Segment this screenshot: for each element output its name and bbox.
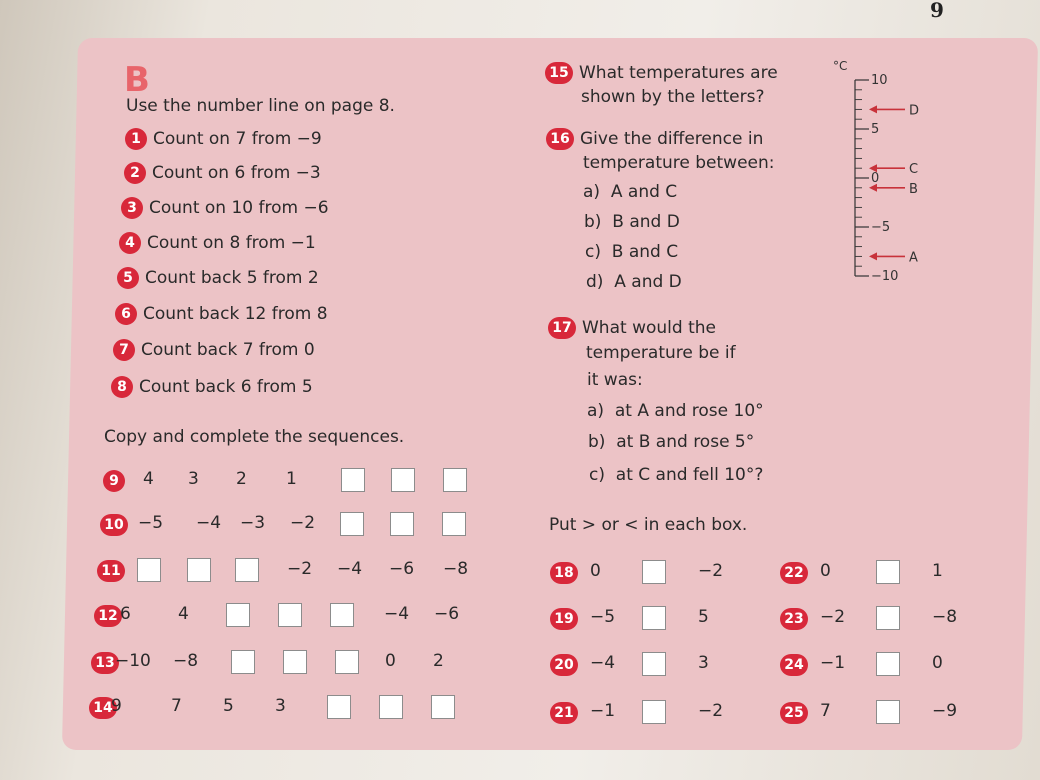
compare-right-value: −9 <box>932 701 958 721</box>
question-16-line2: temperature between: <box>583 153 775 173</box>
question-text: Give the difference in <box>580 129 764 149</box>
question-number: 20 <box>550 654 578 676</box>
answer-box[interactable] <box>443 468 467 492</box>
answer-box[interactable] <box>330 603 354 627</box>
sequence-value: 3 <box>275 696 286 716</box>
question-number: 4 <box>119 232 141 254</box>
sequence-value: 6 <box>120 604 131 624</box>
question-number: 17 <box>548 317 576 339</box>
sequence-number: 9 <box>103 470 125 492</box>
compare-left-value: 0 <box>590 561 601 581</box>
q16-part-a <box>583 182 677 202</box>
question-number: 2 <box>124 162 146 184</box>
question-1 <box>125 128 322 150</box>
question-number: 1 <box>125 128 147 150</box>
question-number: 23 <box>780 608 808 630</box>
part-label: a) <box>587 401 605 421</box>
compare-left-value: −1 <box>590 701 616 721</box>
answer-box[interactable] <box>390 512 414 536</box>
compare-answer-box[interactable] <box>876 560 900 584</box>
question-number: 19 <box>550 608 578 630</box>
part-text: A and D <box>614 272 682 292</box>
compare-answer-box[interactable] <box>642 560 666 584</box>
compare-right-value: 1 <box>932 561 943 581</box>
q17-part-c <box>589 465 763 485</box>
sequence-value: −6 <box>434 604 460 624</box>
question-text: Count back 12 from 8 <box>143 304 328 324</box>
sequence-number: 10 <box>100 514 128 536</box>
sequence-value: −2 <box>290 513 316 533</box>
question-number: 15 <box>545 62 573 84</box>
question-17-line3: it was: <box>587 370 643 390</box>
question-16 <box>546 128 763 150</box>
sequence-number: 14 <box>89 697 117 719</box>
part-text: A and C <box>610 182 678 202</box>
compare-right-value: 3 <box>698 653 709 673</box>
sequence-value: 4 <box>143 469 154 489</box>
question-2 <box>124 162 321 184</box>
question-number: 18 <box>550 562 578 584</box>
marker-letter-b: B <box>909 181 918 197</box>
q16-part-c <box>585 242 678 262</box>
answer-box[interactable] <box>431 695 455 719</box>
part-label: d) <box>586 272 604 292</box>
compare-answer-box[interactable] <box>642 652 666 676</box>
answer-box[interactable] <box>231 650 255 674</box>
question-number: 6 <box>115 303 137 325</box>
sequence-value: −8 <box>443 559 469 579</box>
q16-part-d <box>586 272 682 292</box>
compare-right-value: −8 <box>932 607 958 627</box>
compare-left-value: −1 <box>820 653 846 673</box>
question-text: Count back 6 from 5 <box>139 377 313 397</box>
sequence-value: 2 <box>433 651 444 671</box>
marker-arrow-head <box>869 105 877 113</box>
marker-letter-d: D <box>909 103 920 119</box>
sequence-value: −8 <box>173 651 199 671</box>
sequence-value: 2 <box>236 469 247 489</box>
part-text: at B and rose 5° <box>616 432 755 452</box>
question-text: Count on 8 from −1 <box>147 233 316 253</box>
answer-box[interactable] <box>341 468 365 492</box>
part-text: at C and fell 10°? <box>615 465 764 485</box>
compare-heading: Put > or < in each box. <box>549 515 748 535</box>
thermometer-tick-label: 5 <box>871 122 880 137</box>
compare-answer-box[interactable] <box>642 700 666 724</box>
question-3 <box>121 197 329 219</box>
answer-box[interactable] <box>187 558 211 582</box>
compare-left-value: 0 <box>820 561 831 581</box>
part-text: at A and rose 10° <box>614 401 764 421</box>
sequence-value: −6 <box>389 559 415 579</box>
compare-right-value: 5 <box>698 607 709 627</box>
sequence-value: 3 <box>188 469 199 489</box>
part-label: b) <box>584 212 602 232</box>
compare-answer-box[interactable] <box>876 652 900 676</box>
question-7 <box>113 339 315 361</box>
compare-answer-box[interactable] <box>876 606 900 630</box>
question-number: 8 <box>111 376 133 398</box>
answer-box[interactable] <box>235 558 259 582</box>
page-number: 9 <box>930 0 944 22</box>
compare-left-value: 7 <box>820 701 831 721</box>
part-label: c) <box>585 242 601 262</box>
compare-right-value: −2 <box>698 701 724 721</box>
marker-arrow-head <box>869 252 877 260</box>
sequence-number: 12 <box>94 605 122 627</box>
question-number: 22 <box>780 562 808 584</box>
part-label: a) <box>583 182 601 202</box>
compare-left-value: −5 <box>590 607 616 627</box>
marker-letter-c: C <box>909 162 919 178</box>
section-letter: B <box>124 60 150 100</box>
part-label: b) <box>588 432 606 452</box>
question-17 <box>548 317 716 339</box>
answer-box[interactable] <box>442 512 466 536</box>
compare-right-value: 0 <box>932 653 943 673</box>
question-number: 3 <box>121 197 143 219</box>
sequence-number: 11 <box>97 560 125 582</box>
question-number: 7 <box>113 339 135 361</box>
question-number: 5 <box>117 267 139 289</box>
part-text: B and D <box>612 212 680 232</box>
thermometer-unit: °C <box>833 59 848 73</box>
sequence-value: −5 <box>138 513 164 533</box>
part-text: B and C <box>611 242 679 262</box>
sequence-value: −4 <box>384 604 410 624</box>
compare-right-value: −2 <box>698 561 724 581</box>
compare-left-value: −4 <box>590 653 616 673</box>
question-text: Count on 10 from −6 <box>149 198 329 218</box>
answer-box[interactable] <box>137 558 161 582</box>
sequence-value: −3 <box>240 513 266 533</box>
question-number: 24 <box>780 654 808 676</box>
thermometer-tick-label: 10 <box>871 73 888 88</box>
answer-box[interactable] <box>226 603 250 627</box>
sequence-value: −4 <box>196 513 222 533</box>
question-text: What would the <box>582 318 716 338</box>
q17-part-a <box>587 401 764 421</box>
sequence-value: −4 <box>337 559 363 579</box>
answer-box[interactable] <box>335 650 359 674</box>
answer-box[interactable] <box>278 603 302 627</box>
answer-box[interactable] <box>283 650 307 674</box>
q16-part-b <box>584 212 680 232</box>
question-text: Count back 5 from 2 <box>145 268 319 288</box>
question-8 <box>111 376 313 398</box>
sequence-value: 0 <box>385 651 396 671</box>
question-number: 25 <box>780 702 808 724</box>
sequence-value: 7 <box>171 696 182 716</box>
part-label: c) <box>589 465 605 485</box>
sequence-value: −10 <box>115 651 151 671</box>
question-17-line2: temperature be if <box>586 343 736 363</box>
question-number: 21 <box>550 702 578 724</box>
sequence-value: 1 <box>286 469 297 489</box>
answer-box[interactable] <box>391 468 415 492</box>
question-15-line2: shown by the letters? <box>581 87 765 107</box>
question-number: 16 <box>546 128 574 150</box>
question-15 <box>545 62 778 84</box>
question-text: Count on 7 from −9 <box>153 129 322 149</box>
question-text: Count back 7 from 0 <box>141 340 315 360</box>
sequence-value: 4 <box>178 604 189 624</box>
marker-letter-a: A <box>909 250 918 266</box>
sequences-heading: Copy and complete the sequences. <box>104 427 405 447</box>
compare-answer-box[interactable] <box>876 700 900 724</box>
thermometer-tick-label: 0 <box>871 171 880 186</box>
thermometer-tick-label: −5 <box>871 220 891 235</box>
answer-box[interactable] <box>340 512 364 536</box>
sequence-value: 5 <box>223 696 234 716</box>
thermometer <box>815 58 945 298</box>
sequence-number: 13 <box>91 652 119 674</box>
compare-answer-box[interactable] <box>642 606 666 630</box>
intro-text: Use the number line on page 8. <box>126 96 395 116</box>
question-text: Count on 6 from −3 <box>152 163 321 183</box>
question-4 <box>119 232 316 254</box>
question-6 <box>115 303 328 325</box>
answer-box[interactable] <box>379 695 403 719</box>
sequence-value: 9 <box>111 696 122 716</box>
thermometer-tick-label: −10 <box>871 269 899 284</box>
q17-part-b <box>588 432 754 452</box>
question-text: What temperatures are <box>579 63 778 83</box>
compare-left-value: −2 <box>820 607 846 627</box>
answer-box[interactable] <box>327 695 351 719</box>
question-5 <box>117 267 319 289</box>
sequence-value: −2 <box>287 559 313 579</box>
